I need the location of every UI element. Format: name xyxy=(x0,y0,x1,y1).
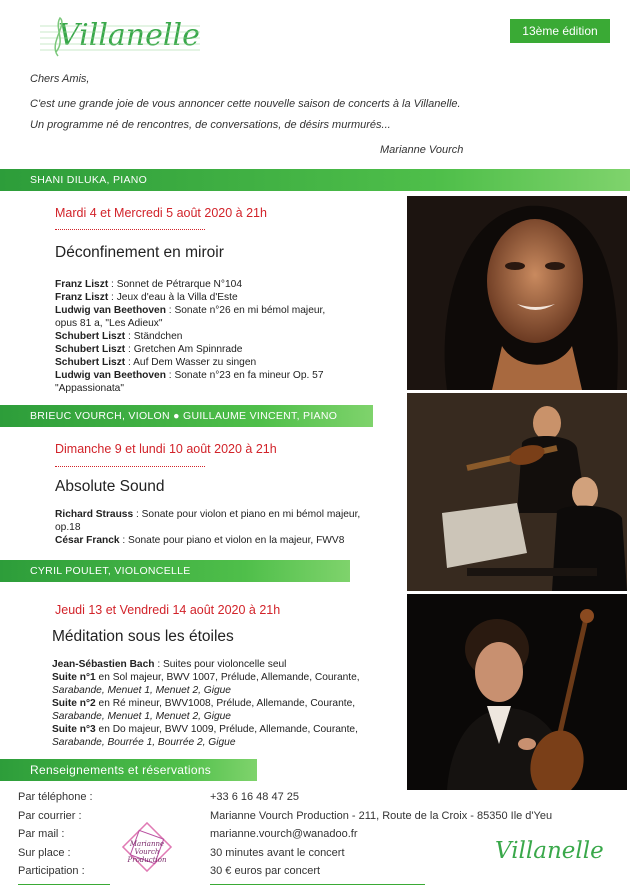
price-value: 30 € euros par concert xyxy=(210,865,321,877)
program-line: César Franck : Sonate pour piano et violon en la majeur, FWV8 xyxy=(55,535,345,546)
concert-title-1: Déconfinement en miroir xyxy=(55,244,224,261)
program-line: Richard Strauss : Sonate pour violon et piano en mi bémol majeur, xyxy=(55,509,361,520)
production-logo-text: Marianne Vourch Production xyxy=(127,840,167,864)
greeting: Chers Amis, xyxy=(30,73,90,85)
intro-line-1: C'est une grande joie de vous annoncer cette nouvelle saison de concerts à la Villanelle. xyxy=(30,98,461,110)
program-line: Ludwig van Beethoven : Sonate n°26 en mi bémol majeur, xyxy=(55,305,326,316)
program-line: Sarabande, Menuet 1, Menuet 2, Gigue xyxy=(52,711,231,722)
program-line: Schubert Liszt : Gretchen Am Spinnrade xyxy=(55,344,243,355)
program-line: Sarabande, Bourrée 1, Bourrée 2, Gigue xyxy=(52,737,236,748)
program-line: opus 81 a, "Les Adieux" xyxy=(55,318,163,329)
concert-date-3: Jeudi 13 et Vendredi 14 août 2020 à 21h xyxy=(55,603,281,617)
program-list-1 xyxy=(55,278,400,395)
signature: Marianne Vourch xyxy=(380,144,464,156)
info-label: Participation : xyxy=(18,865,85,877)
info-label: Par courrier : xyxy=(18,810,82,822)
program-line: "Appassionata" xyxy=(55,383,124,394)
concert-title-3: Méditation sous les étoiles xyxy=(52,628,234,645)
program-line: Suite n°3 en Do majeur, BWV 1009, Prélude, Allemande, Courante, xyxy=(52,724,358,735)
artist-band-label: CYRIL POULET, VIOLONCELLE xyxy=(30,565,191,577)
concert-title-2: Absolute Sound xyxy=(55,478,165,495)
artist-band-2 xyxy=(0,405,373,427)
phone-value: +33 6 16 48 47 25 xyxy=(210,791,299,803)
program-line: Schubert Liszt : Auf Dem Wasser zu singen xyxy=(55,357,257,368)
footer-logo-text: Villanelle xyxy=(495,838,604,864)
program-line: Suite n°2 en Ré mineur, BWV1008, Prélude, Allemande, Courante, xyxy=(52,698,356,709)
program-line: Franz Liszt : Sonnet de Pétrarque N°104 xyxy=(55,279,242,290)
program-line: Sarabande, Menuet 1, Menuet 2, Gigue xyxy=(52,685,231,696)
violin-piano-duo-photo xyxy=(407,393,627,591)
dotted-divider xyxy=(55,466,205,467)
pianist-portrait-photo xyxy=(407,196,627,390)
address-value: Marianne Vourch Production - 211, Route de la Croix - 85350 Ile d'Yeu xyxy=(210,810,553,822)
concert-date-2: Dimanche 9 et lundi 10 août 2020 à 21h xyxy=(55,442,277,456)
cellist-photo xyxy=(407,594,627,790)
logo-text: Villanelle xyxy=(58,18,200,53)
artist-band-1 xyxy=(0,169,630,191)
program-list-3 xyxy=(52,658,404,749)
info-label: Sur place : xyxy=(18,847,71,859)
music-staff-decoration xyxy=(40,14,200,64)
info-band-label: Renseignements et réservations xyxy=(30,763,212,777)
info-band xyxy=(0,759,257,781)
email-value: marianne.vourch@wanadoo.fr xyxy=(210,828,358,840)
production-logo xyxy=(112,820,182,880)
info-label: Par téléphone : xyxy=(18,791,93,803)
program-line: Franz Liszt : Jeux d'eau à la Villa d'Este xyxy=(55,292,238,303)
intro-line-2: Un programme né de rencontres, de conversations, de désirs murmurés... xyxy=(30,119,391,131)
edition-badge: 13ème édition xyxy=(510,19,610,43)
info-label: Par mail : xyxy=(18,828,65,840)
program-line: Jean-Sébastien Bach : Suites pour violoncelle seul xyxy=(52,659,287,670)
program-line: op.18 xyxy=(55,522,81,533)
dotted-divider xyxy=(55,229,205,230)
concert-date-1: Mardi 4 et Mercredi 5 août 2020 à 21h xyxy=(55,206,267,220)
onsite-value: 30 minutes avant le concert xyxy=(210,847,345,859)
underline-divider xyxy=(210,884,425,885)
artist-band-3 xyxy=(0,560,350,582)
underline-divider xyxy=(18,884,110,885)
program-list-2 xyxy=(55,508,400,547)
artist-band-label: BRIEUC VOURCH, VIOLON ● GUILLAUME VINCENT, PIANO xyxy=(30,410,338,422)
program-line: Schubert Liszt : Ständchen xyxy=(55,331,183,342)
artist-band-label: SHANI DILUKA, PIANO xyxy=(30,174,148,186)
footer-villanelle-logo xyxy=(495,838,604,864)
program-line: Ludwig van Beethoven : Sonate n°23 en fa mineur Op. 57 xyxy=(55,370,324,381)
program-line: Suite n°1 en Sol majeur, BWV 1007, Prélude, Allemande, Courante, xyxy=(52,672,360,683)
